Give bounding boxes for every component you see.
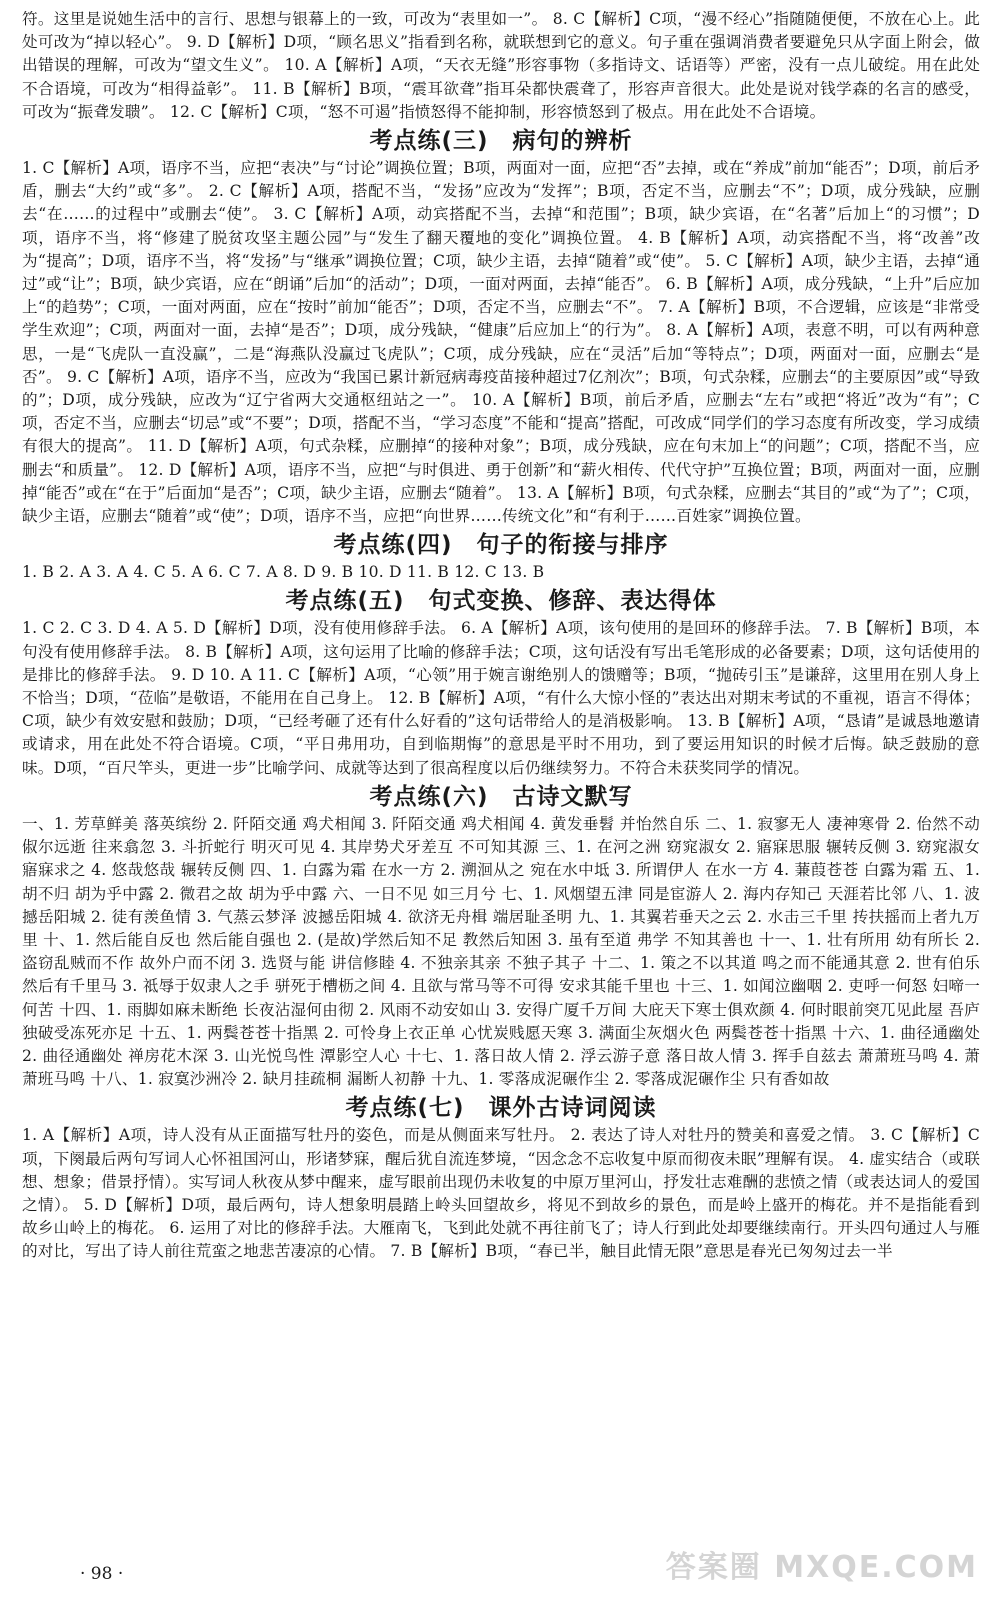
section-5 (22, 586, 980, 779)
section-heading: 考点练(七) 课外古诗词阅读 (345, 1095, 657, 1122)
section-heading: 考点练(六) 古诗文默写 (369, 783, 633, 810)
section-body: 1. C 2. C 3. D 4. A 5. D【解析】D项，没有使用修辞手法。 6. A【解析】A项，该句使用的是回环的修辞手法。 7. B【解析】B项，本句没有使用修辞手法。 8. B【解析】A项，这句运用了比喻的修辞手法；C项，这句话没有写出毛笔形成的必备要素；D项，这句话使用的是排比的修辞手法。 9. D 10. A 11. C【解析】A项，“心领”用于婉言谢绝别人的馈赠等；B项，“抛砖引玉”是谦辞，这里用在别人身上不恰当；D项，“莅临”是敬语，不能用在自己身上。 12. B【解析】A项，“有什么大惊小怪的”表达出对期末考试的不重视，语言不得体；C项，缺少有效安慰和鼓励；D项，“已经考砸了还有什么好看的”这句话带给人的是消极影响。 13. B【解析】A项，“恳请”是诚恳地邀请或请求，用在此处不符合语境。C项，“平日弗用功，自到临期悔”的意思是平时不用功，到了要运用知识的时候才后悔。缺乏鼓励的意味。D项，“百尺竿头，更进一步”比喻学问、成就等达到了很高程度以后仍继续努力。不符合未获奖同学的情况。 (22, 619, 980, 777)
section-4 (22, 530, 980, 584)
section-body: 符。这里是说她生活中的言行、思想与银幕上的一致，可改为“表里如一”。 8. C【解析】C项，“漫不经心”指随随便便，不放在心上。此处可改为“掉以轻心”。 9. D【解析】D项，“顾名思义”指看到名称，就联想到它的意义。句子重在强调消费者要避免只从字面上附会，做出错误的理解，可改为“望文生义”。 10. A【解析】A项，“天衣无缝”形容事物（多指诗文、话语等）严密，没有一点儿破绽。用在此处不合语境，可改为“相得益彰”。 11. B【解析】B项，“震耳欲聋”指耳朵都快震聋了，形容声音很大。此处是说对钱学森的名言的感受，可改为“振聋发聩”。 12. C【解析】C项，“怒不可遏”指愤怒得不能抑制，形容愤怒到了极点。用在此处不合语境。 (22, 10, 980, 121)
section-heading: 考点练(四) 句子的衔接与排序 (333, 532, 669, 559)
section-heading: 考点练(五) 句式变换、修辞、表达得体 (285, 588, 717, 615)
section-body: 1. C【解析】A项，语序不当，应把“表决”与“讨论”调换位置；B项，两面对一面，应把“否”去掉，或在“养成”前加“能否”；D项，前后矛盾，删去“大约”或“多”。 2. C【解析】A项，搭配不当，“发扬”应改为“发挥”；B项，否定不当，应删去“不”；D项，成分残缺，应删去“在……的过程中”或删去“使”。 3. C【解析】A项，动宾搭配不当，去掉“和范围”；B项，缺少宾语，在“名著”后加上“的习惯”；D项，语序不当，将“修建了脱贫攻坚主题公园”与“发生了翻天覆地的变化”调换位置。 4. B【解析】A项，动宾搭配不当，将“改善”改为“提高”；D项，语序不当，将“发扬”与“继承”调换位置；C项，缺少主语，去掉“随着”或“使”。 5. C【解析】A项，缺少主语，去掉“通过”或“让”；B项，缺少宾语，应在“朗诵”后加“的活动”；D项，一面对两面，去掉“能否”。 6. B【解析】A项，成分残缺，“上升”后应加上“的趋势”；C项，一面对两面，应在“按时”前加“能否”；D项，否定不当，应删去“不”。 7. A【解析】B项，不合逻辑，应该是“非常受学生欢迎”；C项，两面对一面，去掉“是否”；D项，成分残缺，“健康”后应加上“的行为”。 8. A【解析】A项，表意不明，可以有两种意思，一是“飞虎队一直没赢”，二是“海燕队没赢过飞虎队”；C项，成分残缺，应在“灵活”后加“等特点”；D项，两面对一面，应删去“是否”。 9. C【解析】A项，语序不当，应改为“我国已累计新冠病毒疫苗接种超过7亿剂次”；B项，句式杂糅，应删去“的主要原因”或“导致的”；D项，成分残缺，应改为“辽宁省两大交通枢纽站之一”。 10. A【解析】B项，前后矛盾，应删去“左右”或把“将近”改为“有”；C项，否定不当，应删去“切忌”或“不要”；D项，搭配不当，“学习态度”不能和“提高”搭配，可改成“同学们的学习态度有所改变，学习成绩有很大的提高”。 11. D【解析】A项，句式杂糅，应删掉“的接种对象”；B项，成分残缺，应在句末加上“的问题”；C项，搭配不当，应删去“和质量”。 12. D【解析】A项，语序不当，应把“与时俱进、勇于创新”和“薪火相传、代代守护”互换位置；B项，两面对一面，应删掉“能否”或在“在于”后面加“是否”；C项，缺少主语，应删去“随着”。 13. A【解析】B项，句式杂糅，应删去“其目的”或“为了”；C项，缺少主语，应删去“随着”或“使”；D项，语序不当，应把“向世界……传统文化”和“有利于……百姓家”调换位置。 (22, 159, 980, 526)
section-3 (22, 126, 980, 528)
answer-page (22, 8, 980, 1264)
page-number: · 98 · (80, 1564, 124, 1584)
section-body: 1. B 2. A 3. A 4. C 5. A 6. C 7. A 8. D 9. B 10. D 11. B 12. C 13. B (22, 563, 545, 582)
section-heading: 考点练(三) 病句的辨析 (369, 128, 633, 155)
section-0 (22, 8, 980, 124)
section-body: 一、1. 芳草鲜美 落英缤纷 2. 阡陌交通 鸡犬相闻 3. 阡陌交通 鸡犬相闻 4. 黄发垂髫 并怡然自乐 二、1. 寂寥无人 凄神寒骨 2. 佁然不动 俶尔远逝 往来翕忽 3. 斗折蛇行 明灭可见 4. 其岸势犬牙差互 不可知其源 三、1. 在河之洲 窈窕淑女 2. 寤寐思服 辗转反侧 3. 窈窕淑女 寤寐求之 4. 悠哉悠哉 辗转反侧 四、1. 白露为霜 在水一方 2. 溯洄从之 宛在水中坻 3. 所谓伊人 在水一方 4. 蒹葭苍苍 白露为霜 五、1. 胡不归 胡为乎中露 2. 微君之故 胡为乎中露 六、一日不见 如三月兮 七、1. 风烟望五津 同是宦游人 2. 海内存知己 天涯若比邻 八、1. 波撼岳阳城 2. 徒有羡鱼情 3. 气蒸云梦泽 波撼岳阳城 4. 欲济无舟楫 端居耻圣明 九、1. 其翼若垂天之云 2. 水击三千里 抟扶摇而上者九万里 十、1. 然后能自反也 然后能自强也 2. (是故)学然后知不足 教然后知困 3. 虽有至道 弗学 不知其善也 十一、1. 壮有所用 幼有所长 2. 盗窃乱贼而不作 故外户而不闭 3. 选贤与能 讲信修睦 4. 不独亲其亲 不独子其子 十二、1. 策之不以其道 鸣之而不能通其意 2. 世有伯乐 然后有千里马 3. 祗辱于奴隶人之手 骈死于槽枥之间 4. 且欲与常马等不可得 安求其能千里也 十三、1. 如闻泣幽咽 2. 吏呼一何怒 妇啼一何苦 十四、1. 雨脚如麻未断绝 长夜沾湿何由彻 2. 风雨不动安如山 3. 安得广厦千万间 大庇天下寒士俱欢颜 4. 何时眼前突兀见此屋 吾庐独破受冻死亦足 十五、1. 两鬓苍苍十指黑 2. 可怜身上衣正单 心忧炭贱愿天寒 3. 满面尘灰烟火色 两鬓苍苍十指黑 十六、1. 曲径通幽处 2. 曲径通幽处 禅房花木深 3. 山光悦鸟性 潭影空人心 十七、1. 落日故人情 2. 浮云游子意 落日故人情 3. 挥手自兹去 萧萧班马鸣 4. 萧萧班马鸣 十八、1. 寂寞沙洲冷 2. 缺月挂疏桐 漏断人初静 十九、1. 零落成泥碾作尘 2. 零落成泥碾作尘 只有香如故 (22, 814, 981, 1089)
section-6 (22, 782, 980, 1091)
section-7 (22, 1093, 980, 1263)
watermark-logo: 答案圈 MXQE.COM (665, 1550, 978, 1585)
section-body: 1. A【解析】A项，诗人没有从正面描写牡丹的姿色，而是从侧面来写牡丹。 2. 表达了诗人对牡丹的赞美和喜爱之情。 3. C【解析】C项，下阕最后两句写词人心怀祖国河山，形诸梦寐，醒后犹自流连梦境，“因念念不忘收复中原而彻夜未眠”理解有误。 4. 虚实结合（或联想、想象；借景抒情）。实写词人秋夜从梦中醒来，虚写眼前出现仍未收复的中原万里河山，抒发壮志难酬的悲愤之情（或表达词人的爱国之情）。 5. D【解析】D项，最后两句，诗人想象明晨踏上岭头回望故乡，将见不到故乡的景色，而是岭上盛开的梅花。并不是指能看到故乡山岭上的梅花。 6. 运用了对比的修辞手法。大雁南飞，飞到此处就不再往前飞了；诗人行到此处却要继续南行。开头四句通过人与雁的对比，写出了诗人前往荒蛮之地悲苦凄凉的心情。 7. B【解析】B项，“春已半，触目此情无限”意思是春光已匆匆过去一半 (22, 1126, 980, 1261)
